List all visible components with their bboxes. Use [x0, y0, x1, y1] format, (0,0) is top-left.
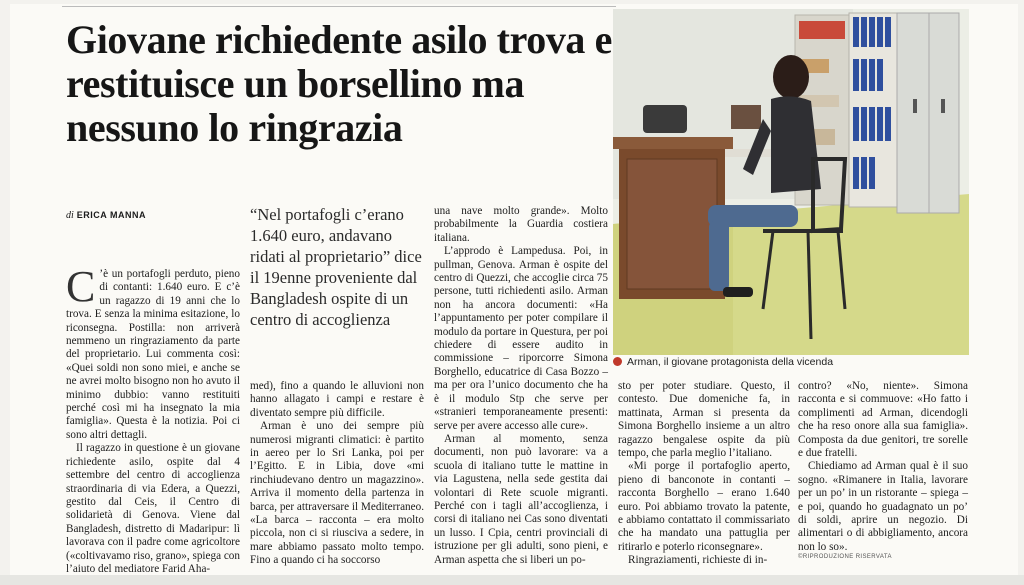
article-column-3 [434, 205, 608, 567]
paragraph: Chiediamo ad Arman qual è il suo sogno. «Rimanere in Italia, lavorare per un po’ in un ristorante – spiega – e poi, quando ho guadagnato un po’ di soldi, aprire un negozio. Di alimentari o di abbigliamento, ancora non lo so». [798, 460, 968, 553]
drop-cap: C [66, 262, 96, 311]
headline: Giovane richiedente asilo trova e restituisce un borsellino ma nessuno lo ringrazia [66, 17, 612, 150]
byline [66, 210, 146, 221]
pull-quote: “Nel portafogli c’erano 1.640 euro, andavano ridati al proprietario” dice il 19enne proveniente dal Bangladesh ospite di un centro di accoglienza [250, 205, 422, 329]
paragraph: una nave molto grande». Molto probabilmente la Guardia costiera italiana. [434, 205, 608, 244]
paragraph: L’approdo è Lampedusa. Poi, in pullman, Genova. Arman è ospite del centro di Quezzi, che accoglie circa 75 persone, tutti richiedenti asilo. Arman non ha ancora documenti: «Ha l’appuntamento per poter compilare il modulo da portare in Questura, per poi chiedere di essere audito in commissione – riporcorre Simona Borghello, educatrice di Casa Bozzo – ma per ora l’unico documento che ha è il modulo Stp che serve per «stranieri temporaneamente presenti: serve per avere accesso alle cure». [434, 245, 608, 432]
paragraph: Il ragazzo in questione è un giovane richiedente asilo, ospite dal 4 settembre del centro di accoglienza straordinaria di via Edera, a Quezzi, gestito dal Ceis, il Centro di solidarietà di Genova. Viene dal Bangladesh, distretto di Madaripur: lì lavorava con il padre come agricoltore («coltivavamo riso, grano», spiega con l’aiuto del mediatore Farid Aha- [66, 442, 240, 575]
paragraph: Ringraziamenti, richieste di in- [628, 554, 768, 567]
photo-illustration [613, 9, 969, 355]
bottom-bar [0, 575, 1024, 585]
paragraph: med), fino a quando le alluvioni non hanno allagato i campi e restare è diventato sempre più difficile. [250, 380, 424, 419]
article-column-2 [250, 380, 424, 568]
newspaper-page [10, 4, 1018, 575]
copyright-credit: ©RIPRODUZIONE RISERVATA [798, 554, 892, 560]
article-column-5 [798, 380, 968, 554]
paragraph: sto per poter studiare. Questo, il contesto. Due domeniche fa, in mattinata, Arman si presenta da Simona Borghello insieme a un altro ragazzo bengalese ospite da più tempo, che parla meglio l’italiano. [618, 380, 790, 460]
article-column-4 [618, 380, 790, 568]
lead-paragraph [66, 262, 240, 442]
article-column-1 [66, 262, 240, 575]
lead-text: ’è un portafogli perduto, pieno di contanti: 1.640 euro. E c’è un ragazzo di 19 anni che lo trova. E senza la minima esitazione, lo riconsegna. Postilla: non arriverà nemmeno un ringraziamento da parte del proprietario. Lui commenta così: «Quei soldi non sono miei, e anche se ne avrei molto bisogno non ho avuto il minimo dubbio: vanno restituiti perché così mi ha insegnato la mia famiglia». Questa è la notizia. Poi ci sono altri dettagli. [66, 268, 240, 441]
paragraph: contro? «No, niente». Simona racconta e si commuove: «Ho fatto i complimenti ad Arman, dicendogli che ha reso onore alla sua famiglia». Composta da due genitori, tre sorelle e due fratelli. [798, 380, 968, 460]
byline-author: ERICA MANNA [76, 210, 146, 220]
paragraph: «Mi porge il portafoglio aperto, pieno di banconote in contanti – racconta Borghello – erano 1.640 euro. Poi abbiamo trovato la patente, e abbiamo contattato il commissariato che ha mandato una pattuglia per ritirarlo e poterlo riconsegnare». [618, 460, 790, 553]
caption-text: Arman, il giovane protagonista della vicenda [627, 356, 834, 368]
top-rule [62, 6, 616, 7]
paragraph: Arman al momento, senza documenti, non può lavorare: va a scuola di italiano tutte le mattine in via Lagustena, nella sede gestita dai volontari di Rete scuole migranti. Perché con i tagli all’accoglienza, i corsi di italiano nei Cas sono diventati un lusso. I Cpia, centri provinciali di istruzione per gli adulti, sono pieni, e Arman aspetta che si liberi un po- [434, 432, 608, 566]
article-photo [613, 9, 969, 355]
paragraph: Arman è uno dei sempre più numerosi migranti climatici: è partito in aereo per lo Sri Lanka, poi per l’Egitto. E in Libia, dove «mi rinchiudevano dentro un magazzino». Arriva il momento della partenza in barca, per attraversare il Mediterraneo. «La barca – racconta – era molto piccola, non ci si riusciva a sedere, in mare abbiamo passato molto tempo. Fino a quando ci ha soccorso [250, 420, 424, 567]
byline-prefix: di [66, 210, 74, 221]
photo-caption [613, 356, 969, 368]
caption-bullet-icon [613, 357, 622, 366]
